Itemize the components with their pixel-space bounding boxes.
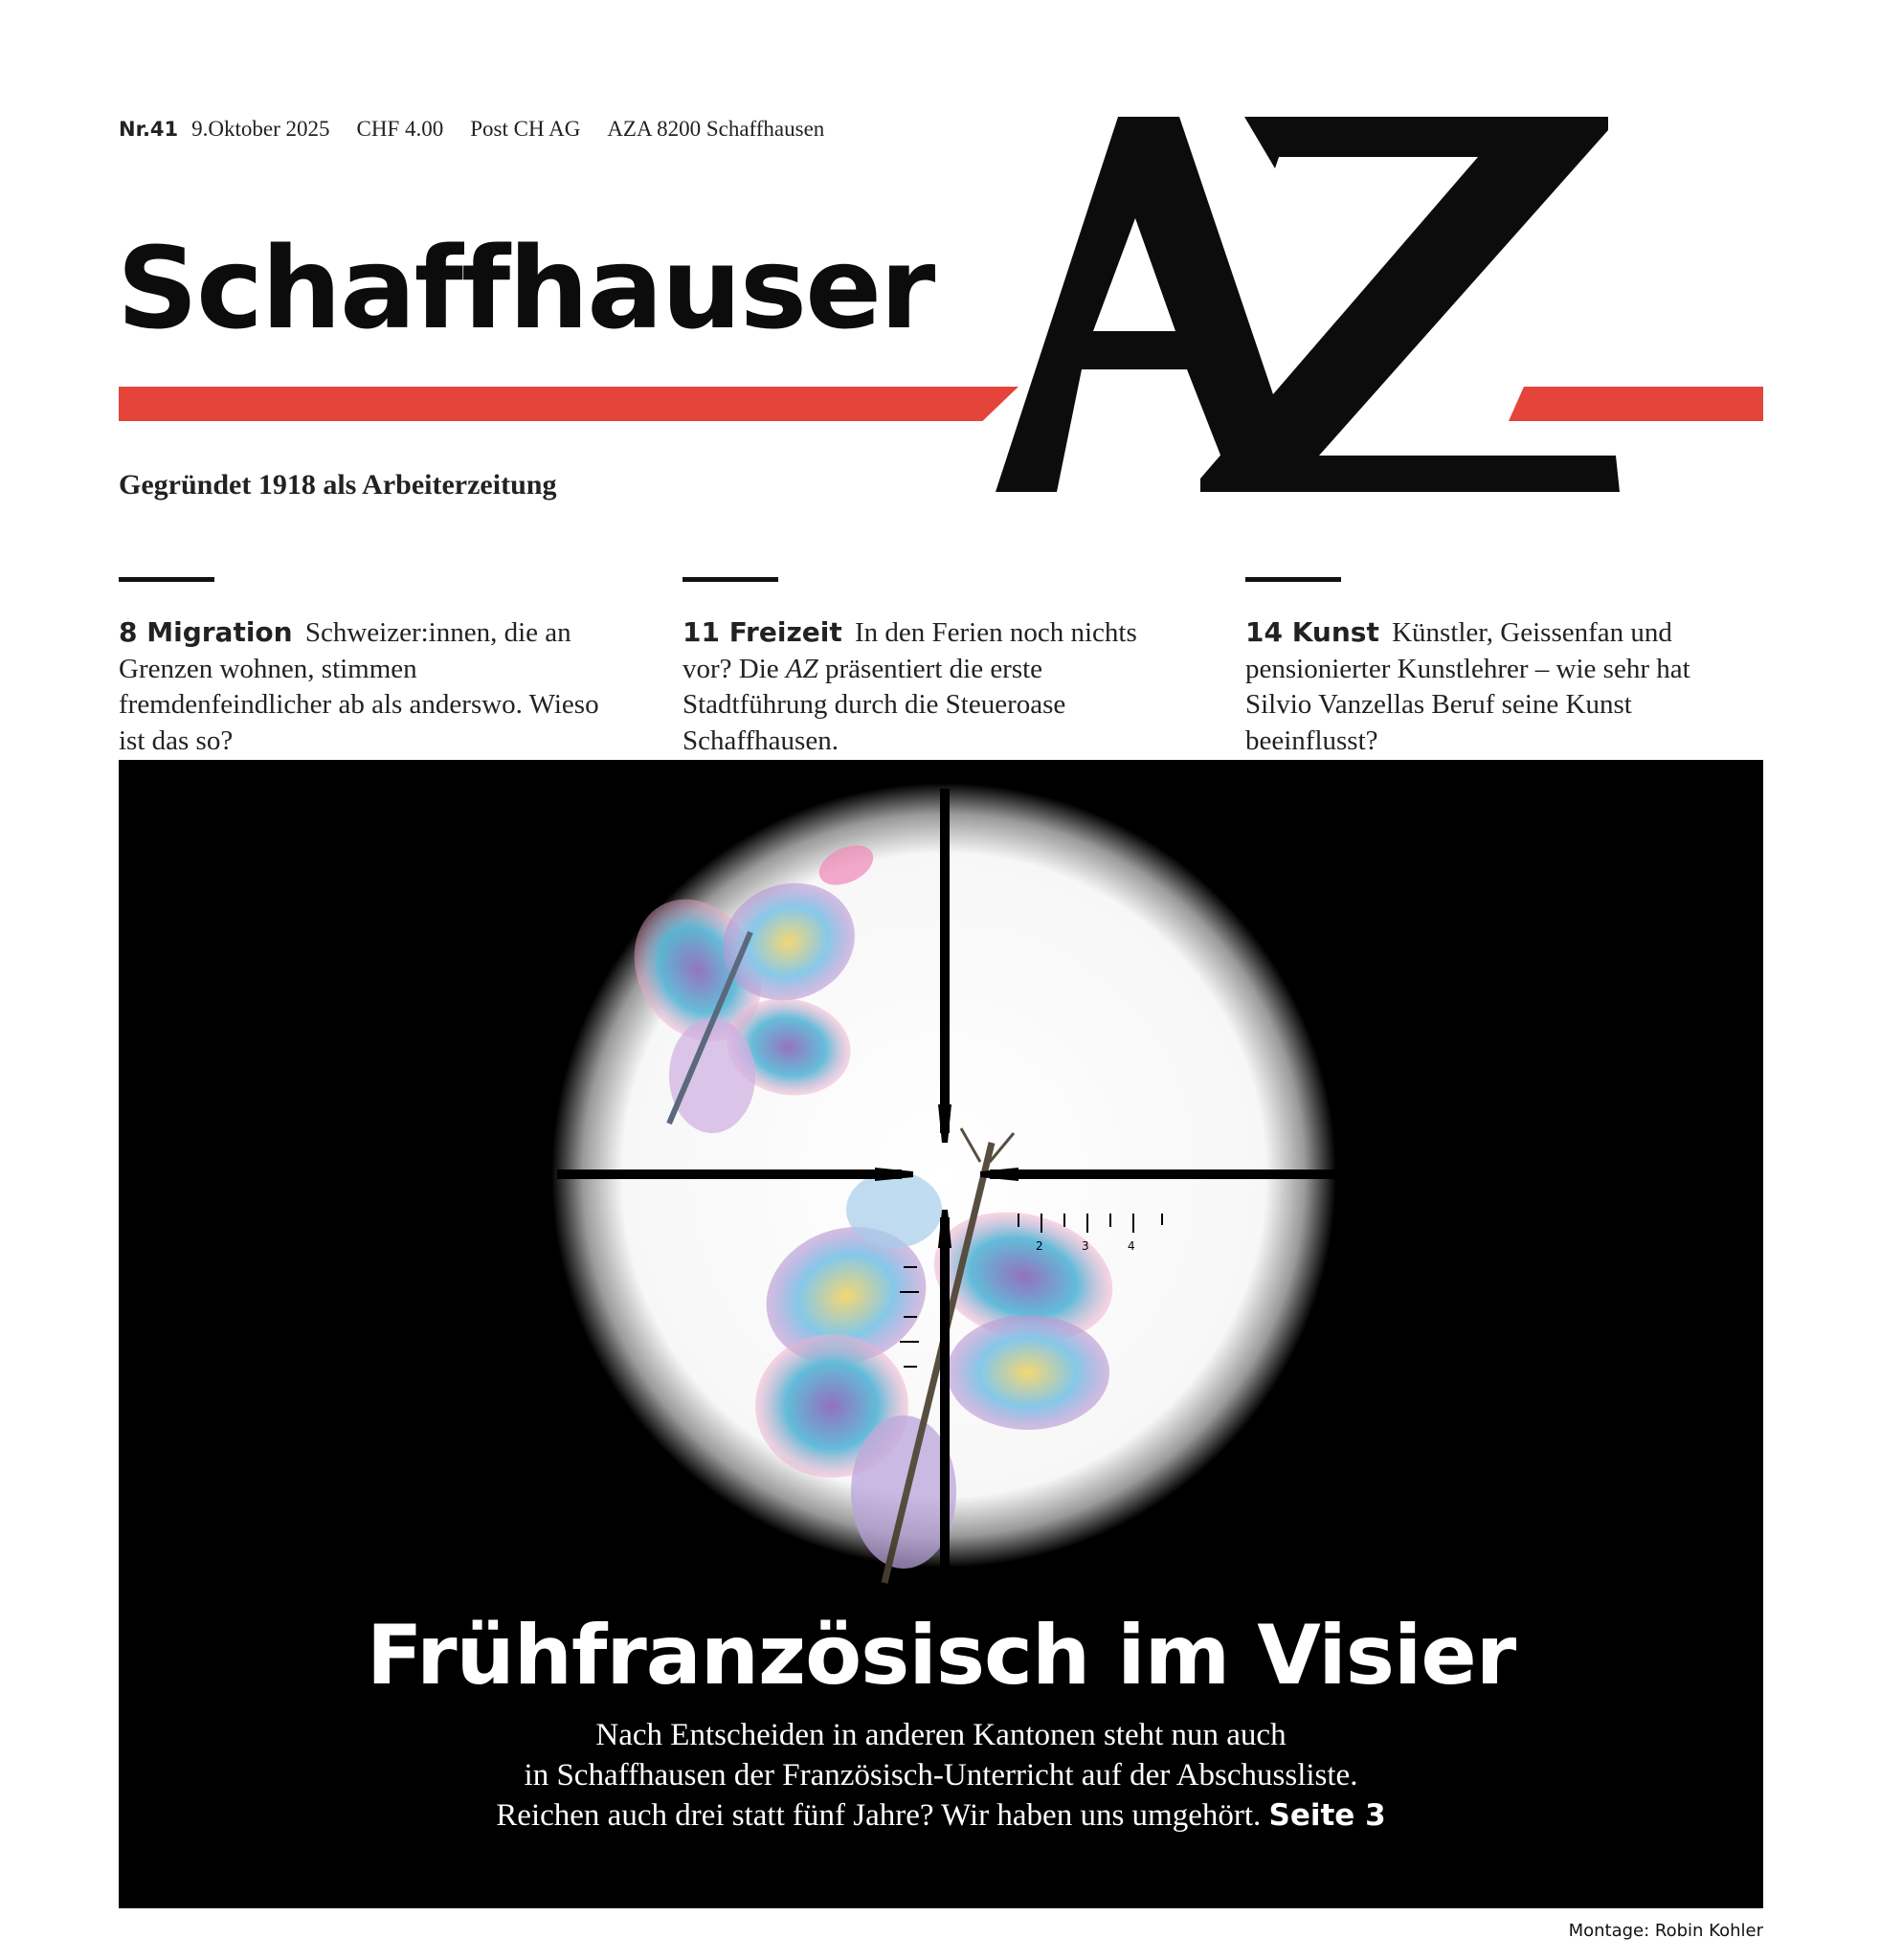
scope-mark: 2 [1036, 1239, 1043, 1253]
scope-mark: 3 [1082, 1239, 1089, 1253]
cover-deck [119, 1715, 1763, 1836]
tagline: Gegründet 1918 als Arbeiterzeitung [119, 469, 557, 501]
teaser-freizeit[interactable] [683, 577, 1180, 759]
image-credit: Montage: Robin Kohler [1568, 1921, 1763, 1941]
teaser-text: präsentiert die erste Stadtführung durch die Steueroase Schaffhausen. [683, 653, 1066, 756]
teaser-rule [1245, 577, 1341, 582]
postal-carrier: Post CH AG [470, 117, 581, 141]
teaser-text: In den Ferien noch nichts vor? Die [683, 617, 1137, 684]
deck-line: Reichen auch drei statt fünf Jahre? Wir haben uns umgehört. [496, 1798, 1262, 1833]
teaser-label: 8 Migration [119, 616, 293, 648]
teaser-kunst[interactable] [1245, 577, 1743, 759]
teaser-migration[interactable] [119, 577, 616, 759]
issue-number: Nr.41 [119, 118, 179, 141]
teaser-rule [683, 577, 778, 582]
issue-date: 9.Oktober 2025 [191, 117, 330, 141]
deck-line: Nach Entscheiden in anderen Kantonen steht nun auch [595, 1718, 1287, 1752]
red-rule-left [119, 387, 1018, 421]
teaser-text: Künstler, Geissenfan und pensionierter Kunstlehrer – wie sehr hat Silvio Vanzellas Beruf seine Kunst beeinflusst? [1245, 617, 1690, 756]
teaser-text-italic: AZ [785, 653, 818, 684]
cover-image[interactable] [119, 760, 1763, 1908]
teaser-rule [119, 577, 214, 582]
teaser-text: Schweizer:innen, die an Grenzen wohnen, stimmen fremdenfeindlicher ab als anderswo. Wieso ist das so? [119, 617, 599, 756]
aza-address: AZA 8200 Schaffhausen [607, 117, 825, 141]
scope-mark: 4 [1128, 1239, 1135, 1253]
deck-line: in Schaffhausen der Französisch-Unterricht auf der Abschussliste. [524, 1758, 1358, 1793]
issue-info [119, 117, 824, 142]
teaser-label: 11 Freizeit [683, 616, 842, 648]
newspaper-title: Schaffhauser [117, 222, 934, 354]
teaser-label: 14 Kunst [1245, 616, 1379, 648]
az-logo [996, 113, 1646, 496]
page-reference-link[interactable]: Seite 3 [1268, 1798, 1386, 1833]
logo-letter-z [1200, 117, 1620, 492]
cover-headline: Frühfranzösisch im Visier [366, 1608, 1516, 1704]
issue-price: CHF 4.00 [356, 117, 444, 141]
